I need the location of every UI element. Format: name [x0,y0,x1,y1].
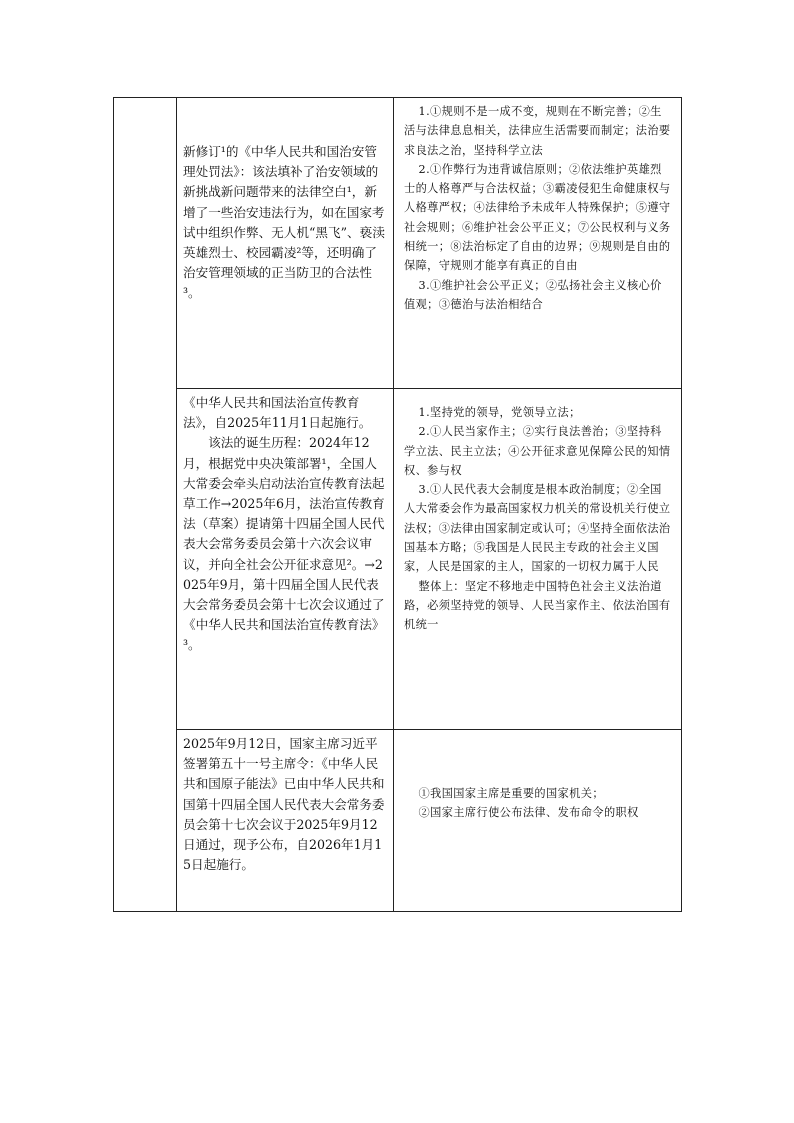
material-cell [177,730,394,912]
analysis-point: 1.坚持党的领导，党领导立法； [418,406,581,419]
analysis-cell [394,730,682,912]
analysis-point: 3.①维护社会公平正义；②弘扬社会主义核心价值观；③德治与法治相结合 [404,278,662,311]
table-row [114,389,682,730]
material-text: 该法的诞生历程：2024年12月，根据党中央决策部署¹，全国人大常委会牵头启动法治宣传教育法起草工作→2025年6月，法治宣传教育法（草案）提请第十四届全国人民代表大会常务委员会第十六次会议审议，并向全社会公开征求意见²。→2025年9月，第十四届全国人民代表大会常务委员会第十七次会议通过了《中华人民共和国法治宣传教育法》³。 [183,435,385,653]
analysis-point: 3.①人民代表大会制度是根本政治制度；②全国人大常委会作为最高国家权力机关的常设机关行使立法权；③法律由国家制定或认可；④坚持全面依法治国基本方略；⑤我国是人民民主专政的社会主义国家，人民是国家的主人，国家的一切权力属于人民 [404,483,671,574]
analysis-point: 整体上：坚定不移地走中国特色社会主义法治道路，必须坚持党的领导、人民当家作主、依法治国有机统一 [404,579,671,632]
material-text: 2025年9月12日，国家主席习近平签署第五十一号主席令：《中华人民共和国原子能法》已由中华人民共和国第十四届全国人民代表大会常务委员会第十七次会议于2025年9月12日通过，现予公布，自2026年1月15日起施行。 [183,736,385,873]
table-row [114,730,682,912]
analysis-point: 2.①作弊行为违背诚信原则；②依法维护英雄烈士的人格尊严与合法权益；③霸凌侵犯生命健康权与人格尊严权；④法律给予未成年人特殊保护；⑤遵守社会规则；⑥维护社会公平正义；⑦公民权利与义务相统一；⑧法治标定了自由的边界；⑨规则是自由的保障，守规则才能享有真正的自由 [404,162,671,273]
material-cell [177,389,394,730]
analysis-cell [394,389,682,730]
material-text: 新修订¹的《中华人民共和国治安管理处罚法》：该法填补了治安领域的新挑战新问题带来的法律空白¹，新增了一些治安违法行为，如在国家考试中组织作弊、无人机“黑飞”、亵渎英雄烈士、校园霸凌²等，还明确了治安管理领域的正当防卫的合法性³。 [183,144,385,301]
analysis-cell [394,98,682,389]
content-table [113,97,682,912]
analysis-point: 1.①规则不是一成不变，规则在不断完善；②生活与法律息息相关，法律应生活需要而制定；法治要求良法之治，坚持科学立法 [404,105,671,157]
table-row [114,98,682,389]
row-header-cell [114,98,177,912]
material-text: 《中华人民共和国法治宣传教育法》，自2025年11月1日起施行。 [183,395,372,431]
analysis-point: 2.①人民当家作主；②实行良法善治；③坚持科学立法、民主立法；④公开征求意见保障公民的知情权、参与权 [404,425,671,477]
material-cell [177,98,394,389]
analysis-point: ②国家主席行使公布法律、发布命令的职权 [418,806,639,820]
analysis-point: ①我国国家主席是重要的国家机关； [418,787,604,800]
